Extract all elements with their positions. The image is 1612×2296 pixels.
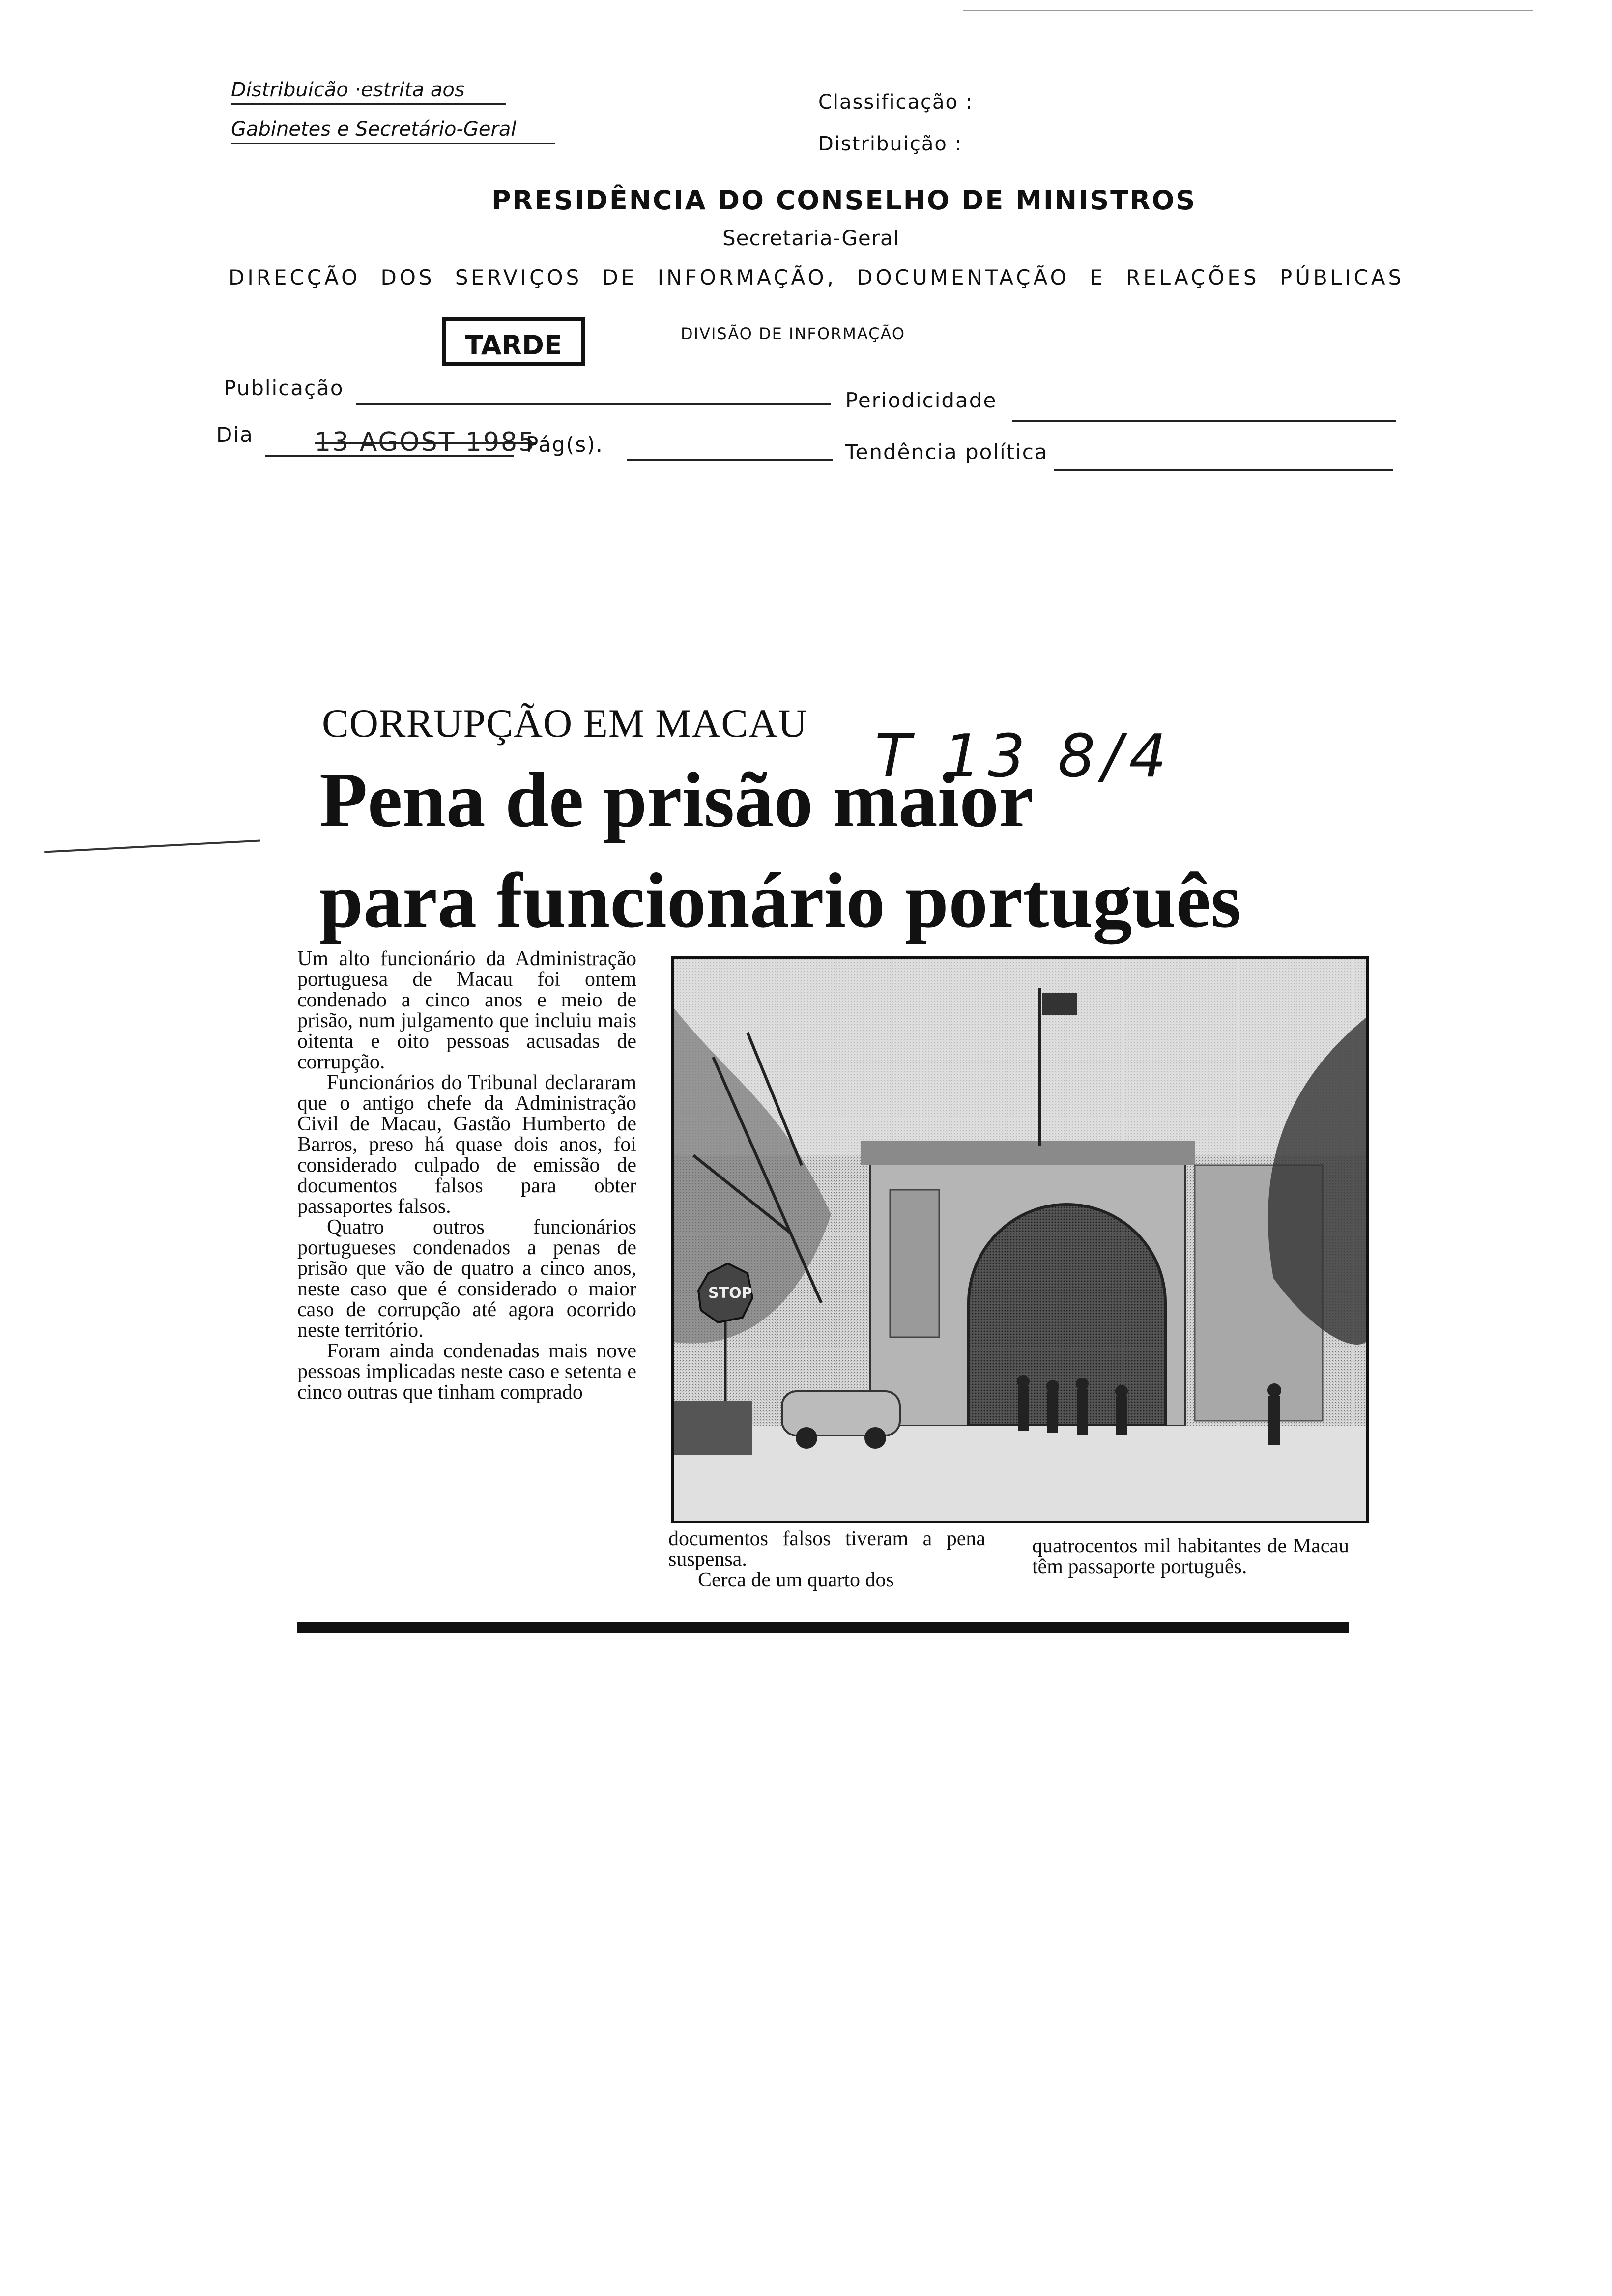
col3-paragraph-1: quatrocentos mil habitantes de Macau têm passaporte português. — [1032, 1535, 1349, 1578]
dia-stamp-value: 13 AGOST 1985 — [315, 428, 537, 457]
publicacao-label: Publicação — [224, 376, 344, 400]
article-column-1 — [297, 948, 636, 1403]
distribuicao-label: Distribuição : — [818, 133, 963, 155]
publicacao-field — [356, 403, 831, 405]
col1-paragraph-4: Foram ainda condenadas mais nove pessoas implicadas neste caso e setenta e cinco outras que tinham comprado — [297, 1340, 636, 1404]
periodicidade-label: Periodicidade — [845, 388, 997, 412]
tendencia-field — [1054, 469, 1393, 471]
scan-mark-top — [963, 10, 1533, 11]
col2-paragraph-2: Cerca de um quarto dos — [698, 1569, 894, 1591]
article-headline-line1: Pena de prisão maior — [319, 756, 1034, 843]
article-headline-line2: para funcionário português — [319, 857, 1241, 944]
restricted-distribution-line2: Gabinetes e Secretário-Geral — [231, 118, 555, 144]
org-title: PRESIDÊNCIA DO CONSELHO DE MINISTROS — [491, 185, 1197, 216]
photo-stop-sign: STOP — [708, 1285, 752, 1302]
stamp-tarde: TARDE — [442, 317, 585, 366]
col1-paragraph-1: Um alto funcionário da Administração portuguesa de Macau foi ontem condenado a cinco anos e meio de prisão, num julgamento que incluiu mais oitenta e oito pessoas acusadas de corrupção. — [297, 947, 636, 1073]
article-column-2 — [668, 1528, 985, 1590]
pags-label: Pág(s). — [526, 432, 604, 457]
article-photo — [671, 956, 1369, 1523]
restricted-distribution-line1: Distribuicão ·estrita aos — [231, 79, 506, 105]
col1-paragraph-2: Funcionários do Tribunal declararam que o antigo chefe da Administração Civil de Macau, Gastão Humberto de Barros, preso há quase dois anos, foi considerado culpado de emissão de documentos falsos para obter passaportes falsos. — [297, 1071, 636, 1218]
photo-gate-illustration — [674, 959, 1366, 1521]
org-subtitle: Secretaria-Geral — [722, 226, 900, 250]
division-label: DIVISÃO DE INFORMAÇÃO — [681, 324, 906, 343]
article-column-3 — [1032, 1536, 1349, 1577]
clipping-bottom-rule — [297, 1622, 1349, 1633]
handwritten-note: T 13 8/4 — [875, 722, 1174, 791]
col1-paragraph-3: Quatro outros funcionários portugueses condenados a penas de prisão que vão de quatro a cinco anos, neste caso que é considerado o maior caso de corrupção até agora ocorrido neste território. — [297, 1216, 636, 1342]
classificacao-label: Classificação : — [818, 91, 974, 114]
pags-field — [627, 459, 833, 461]
directorate: DIRECÇÃO DOS SERVIÇOS DE INFORMAÇÃO, DOCUMENTAÇÃO E RELAÇÕES PÚBLICAS — [229, 265, 1405, 289]
periodicidade-field — [1012, 420, 1396, 422]
dia-label: Dia — [216, 423, 254, 447]
tendencia-label: Tendência política — [845, 440, 1048, 464]
article-kicker: CORRUPÇÃO EM MACAU — [322, 701, 808, 746]
col2-paragraph-1: documentos falsos tiveram a pena suspensa. — [668, 1527, 985, 1571]
margin-mark — [44, 839, 260, 853]
